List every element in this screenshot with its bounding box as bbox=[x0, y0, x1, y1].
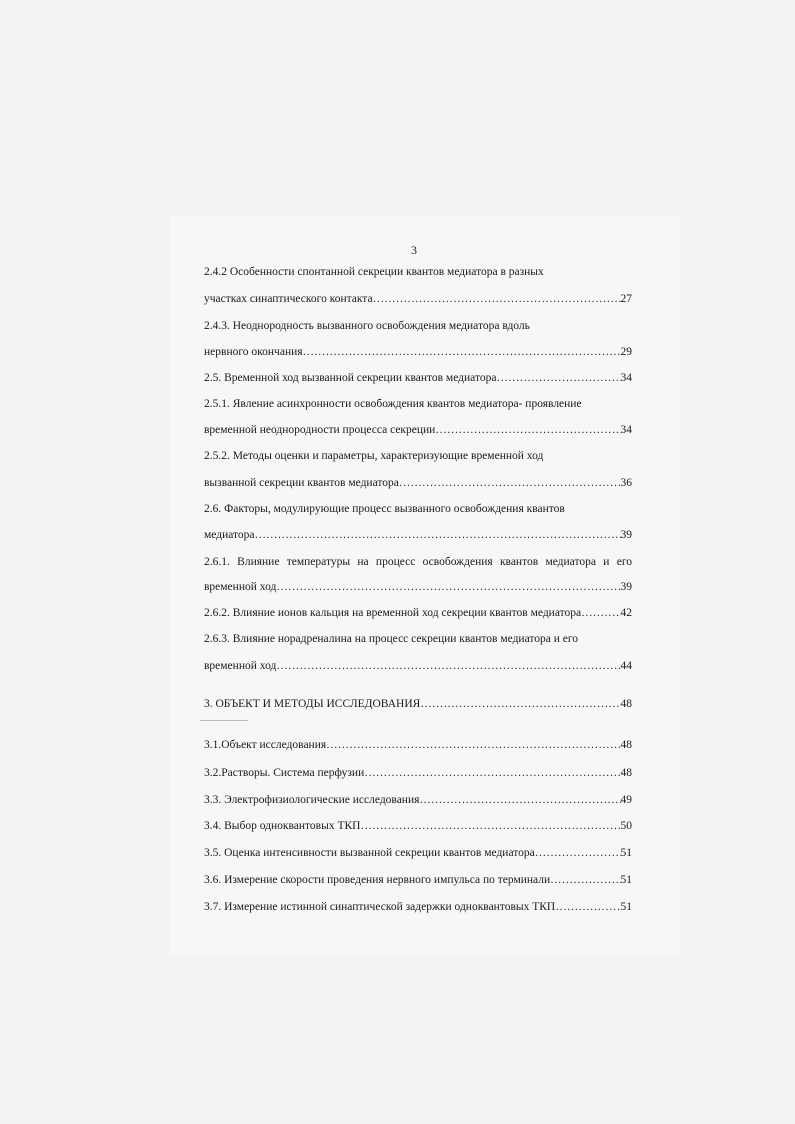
dot-leader bbox=[535, 846, 621, 860]
toc-entry-text: 3.7. Измерение истинной синаптической задержки одноквантовых ТКП bbox=[204, 901, 556, 913]
toc-entry bbox=[204, 900, 632, 914]
toc-entry-heading bbox=[204, 397, 632, 411]
toc-entry bbox=[204, 659, 632, 673]
toc-entry-text: 2.4.2 Особенности спонтанной секреции квантов медиатора в разных bbox=[204, 266, 544, 278]
toc-entry-heading bbox=[204, 319, 632, 333]
toc-entry-text: 3.6. Измерение скорости проведения нервного импульса по терминали bbox=[204, 874, 551, 886]
toc-entry-text: 2.6.3. Влияние норадреналина на процесс секреции квантов медиатора и его bbox=[204, 633, 579, 645]
dot-leader bbox=[555, 900, 620, 914]
toc-entry-heading: 2.6.1. Влияние температуры на процесс освобождения квантов медиатора и его bbox=[204, 556, 632, 568]
scan-mark bbox=[200, 720, 248, 721]
dot-leader bbox=[435, 423, 620, 437]
toc-entry bbox=[204, 606, 632, 620]
toc-entry-text: временной ход bbox=[204, 581, 277, 593]
dot-leader bbox=[276, 580, 620, 594]
toc-page-number: 36 bbox=[620, 477, 632, 489]
toc-entry-text: 3.5. Оценка интенсивности вызванной секреции квантов медиатора bbox=[204, 847, 535, 859]
toc-page-number: 48 bbox=[620, 739, 632, 751]
toc-entry bbox=[204, 766, 632, 780]
toc-entry-text: медиатора bbox=[204, 529, 255, 541]
toc-page-number: 27 bbox=[620, 293, 632, 305]
dot-leader bbox=[581, 606, 620, 620]
toc-entry-text: 2.6. Факторы, модулирующие процесс вызванного освобождения квантов bbox=[204, 503, 565, 515]
dot-leader bbox=[255, 528, 621, 542]
page-number: 3 bbox=[411, 243, 417, 257]
toc-entry-text: 2.5.2. Методы оценки и параметры, характеризующие временной ход bbox=[204, 450, 544, 462]
toc-page-number: 39 bbox=[620, 581, 632, 593]
toc-entry bbox=[204, 697, 632, 711]
toc-entry-text: участках синаптического контакта bbox=[204, 293, 373, 305]
dot-leader bbox=[550, 873, 620, 887]
toc-entry-text: 3. ОБЪЕКТ И МЕТОДЫ ИССЛЕДОВАНИЯ bbox=[204, 698, 421, 710]
toc-page-number: 51 bbox=[620, 847, 632, 859]
toc-entry bbox=[204, 738, 632, 752]
toc-page-number: 39 bbox=[620, 529, 632, 541]
dot-leader bbox=[399, 476, 621, 490]
dot-leader bbox=[496, 371, 620, 385]
toc-entry-text: временной ход bbox=[204, 660, 277, 672]
toc-entry bbox=[204, 528, 632, 542]
toc-page-number: 44 bbox=[620, 660, 632, 672]
toc-page-number: 34 bbox=[620, 424, 632, 436]
toc-page-number: 34 bbox=[620, 372, 632, 384]
dot-leader bbox=[364, 766, 620, 780]
toc-entry bbox=[204, 423, 632, 437]
toc-entry-text: 2.5. Временной ход вызванной секреции квантов медиатора bbox=[204, 372, 497, 384]
dot-leader bbox=[303, 345, 621, 359]
toc-entry bbox=[204, 345, 632, 359]
toc-entry bbox=[204, 819, 632, 833]
dot-leader bbox=[420, 697, 620, 711]
toc-entry-text: 2.5.1. Явление асинхронности освобождения квантов медиатора- проявление bbox=[204, 398, 582, 410]
dot-leader bbox=[326, 738, 620, 752]
dot-leader bbox=[373, 292, 621, 306]
toc-entry bbox=[204, 292, 632, 306]
toc-entry-text: 2.4.3. Неоднородность вызванного освобождения медиатора вдоль bbox=[204, 320, 530, 332]
toc-entry bbox=[204, 580, 632, 594]
toc-entry-text: нервного окончания bbox=[204, 346, 303, 358]
toc-page-number: 42 bbox=[620, 607, 632, 619]
toc-entry-heading bbox=[204, 265, 632, 279]
dot-leader bbox=[360, 819, 620, 833]
toc-page-number: 48 bbox=[620, 767, 632, 779]
toc-entry-text: 3.3. Электрофизиологические исследования bbox=[204, 794, 420, 806]
toc-entry-text: вызванной секреции квантов медиатора bbox=[204, 477, 399, 489]
toc-entry-heading bbox=[204, 449, 632, 463]
toc-entry-text: 3.1.Объект исследования bbox=[204, 739, 327, 751]
toc-page-number: 51 bbox=[620, 874, 632, 886]
toc-entry bbox=[204, 846, 632, 860]
toc-page-number: 50 bbox=[620, 820, 632, 832]
toc-entry-text: временной неоднородности процесса секреции bbox=[204, 424, 436, 436]
toc-entry-heading bbox=[204, 502, 632, 516]
toc-page-number: 29 bbox=[620, 346, 632, 358]
toc-page-number: 51 bbox=[620, 901, 632, 913]
toc-entry bbox=[204, 371, 632, 385]
toc-entry-heading bbox=[204, 632, 632, 646]
toc-entry bbox=[204, 873, 632, 887]
toc-entry-text: 2.6.2. Влияние ионов кальция на временной ход секреции квантов медиатора bbox=[204, 607, 582, 619]
toc-page-number: 49 bbox=[620, 794, 632, 806]
toc-page-number: 48 bbox=[620, 698, 632, 710]
toc-entry-text: 3.4. Выбор одноквантовых ТКП bbox=[204, 820, 361, 832]
toc-entry bbox=[204, 793, 632, 807]
toc-entry bbox=[204, 476, 632, 490]
dot-leader bbox=[276, 659, 620, 673]
dot-leader bbox=[419, 793, 620, 807]
toc-entry-text: 3.2.Растворы. Система перфузии bbox=[204, 767, 365, 779]
